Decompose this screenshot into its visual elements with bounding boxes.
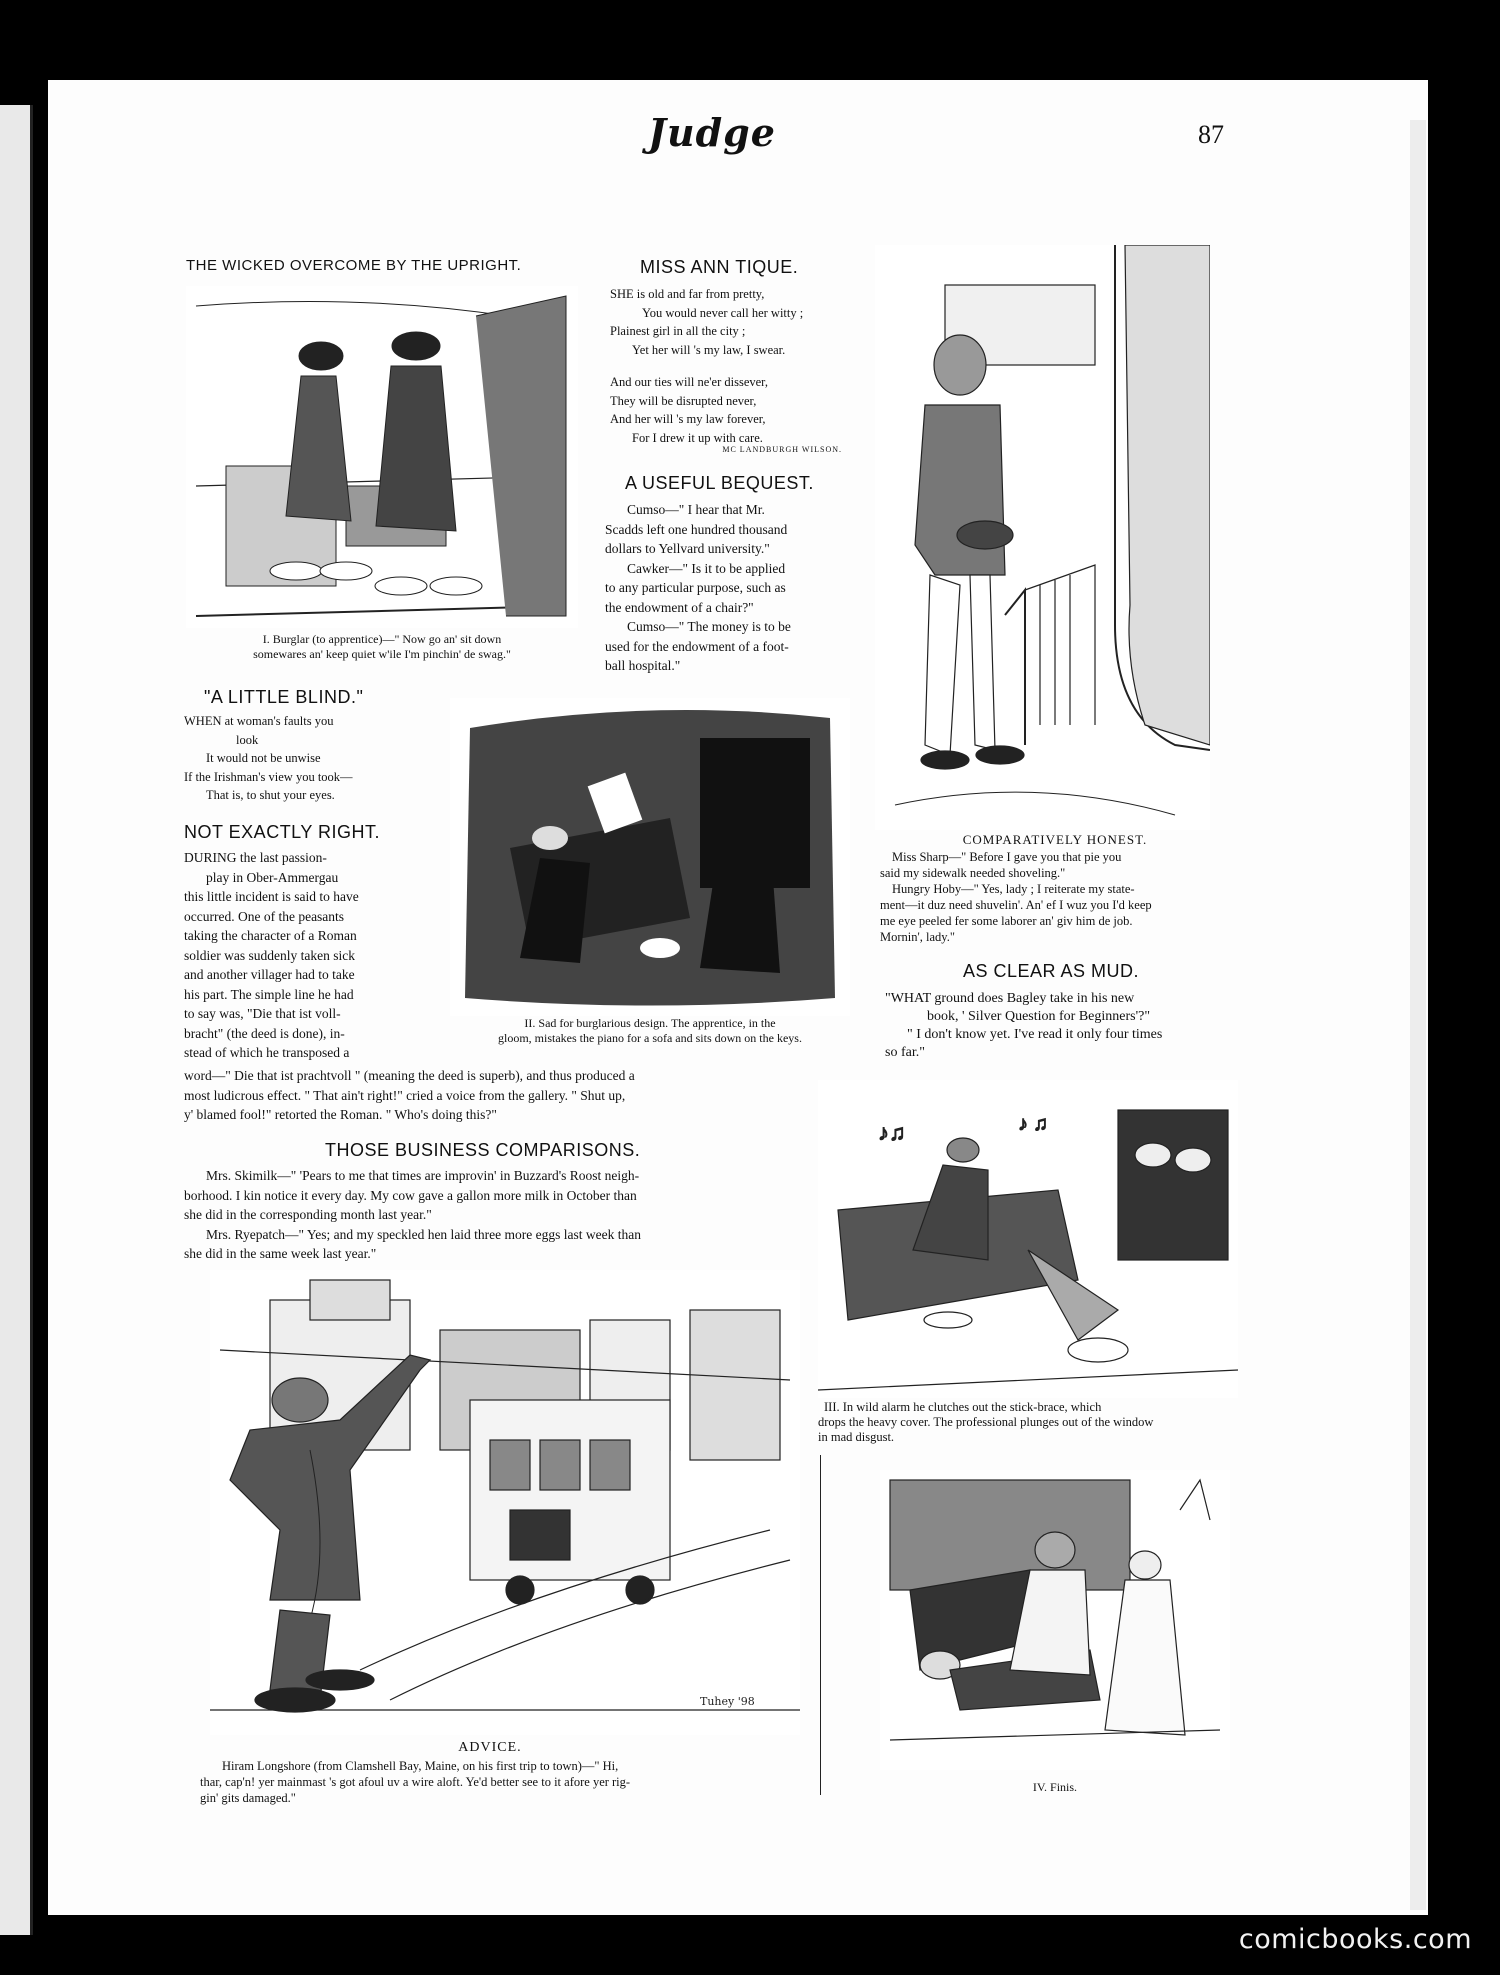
- caption-4: IV. Finis.: [1032, 1780, 1078, 1794]
- text-line: Hiram Longshore (from Clamshell Bay, Maine, on his first trip to town)—" Hi,: [222, 1759, 619, 1773]
- text-line: DURING the last passion-: [184, 850, 327, 865]
- text-line: taking the character of a Roman: [184, 928, 357, 943]
- text-line: soldier was suddenly taken sick: [184, 947, 355, 963]
- poem-line: It would not be unwise: [206, 751, 321, 765]
- text-line: III. In wild alarm he clutches out the stick-brace, which: [824, 1400, 1102, 1414]
- poem-line: If the Irishman's view you took—: [184, 769, 353, 784]
- text-line: " I don't know yet. I've read it only four times: [907, 1027, 1163, 1042]
- text-line: drops the heavy cover. The professional plunges out of the window: [818, 1415, 1154, 1429]
- wicked-title: THE WICKED OVERCOME BY THE UPRIGHT.: [186, 257, 522, 274]
- text-line: ment—it duz need shuvelin'. An' ef I wuz you I'd keep: [880, 898, 1152, 912]
- text-line: gin' gits damaged.": [200, 1791, 296, 1805]
- text-line: Scadds left one hundred thousand: [605, 521, 788, 537]
- miss-ann-tique-poem: [610, 285, 860, 447]
- text-line: me eye peeled fer some laborer an' giv him de job.: [880, 914, 1133, 928]
- text-line: stead of which he transposed a: [184, 1045, 350, 1060]
- poem-line: And our ties will ne'er dissever,: [610, 375, 768, 389]
- business-comparisons-title: THOSE BUSINESS COMPARISONS.: [325, 1140, 641, 1160]
- text-line: used for the endowment of a foot-: [605, 638, 789, 654]
- poem-line: WHEN at woman's faults you: [184, 714, 334, 728]
- artist-signature: Tuhey '98: [700, 1695, 755, 1708]
- text-line: Hungry Hoby—" Yes, lady ; I reiterate my state-: [892, 882, 1135, 896]
- poem-line: look: [236, 732, 259, 747]
- text-line: in mad disgust.: [818, 1430, 895, 1444]
- illustration-tram-advice: [210, 1270, 800, 1735]
- text-line: this little incident is said to have: [184, 889, 359, 904]
- page-number: 87: [1198, 120, 1224, 149]
- useful-bequest-title: A USEFUL BEQUEST.: [625, 473, 814, 493]
- illustration-finis: [880, 1470, 1230, 1770]
- caption-2-line-1: II. Sad for burglarious design. The apprentice, in the: [524, 1016, 776, 1030]
- text-line: she did in the corresponding month last year.": [184, 1207, 432, 1222]
- text-line: Cumso—" I hear that Mr.: [627, 502, 765, 517]
- miss-ann-tique-title: MISS ANN TIQUE.: [640, 257, 799, 277]
- poem-credit: MC LANDBURGH WILSON.: [722, 445, 842, 454]
- clear-as-mud-title: AS CLEAR AS MUD.: [963, 961, 1140, 981]
- poem-line: They will be disrupted never,: [610, 393, 757, 408]
- business-comparisons-text: [184, 1166, 796, 1264]
- text-line: y' blamed fool!" retorted the Roman. " Who's doing this?": [184, 1107, 497, 1122]
- illustration-burglars-1: [186, 286, 578, 628]
- masthead: Judge: [648, 110, 776, 155]
- poem-line: Plainest girl in all the city ;: [610, 324, 746, 338]
- advice-text: [200, 1758, 790, 1806]
- text-line: ball hospital.": [605, 658, 681, 673]
- text-line: dollars to Yellvard university.": [605, 541, 770, 556]
- text-line: Miss Sharp—" Before I gave you that pie you: [892, 850, 1122, 864]
- facing-page-edge: [0, 105, 33, 1935]
- clear-as-mud-text: [885, 990, 1245, 1062]
- caption-1-line-1: I. Burglar (to apprentice)—" Now go an' sit down: [262, 632, 502, 646]
- text-line: bracht" (the deed is done), in-: [184, 1025, 345, 1041]
- poem-spacer: [610, 359, 860, 373]
- text-line: said my sidewalk needed shoveling.": [880, 866, 1066, 880]
- text-line: and another villager had to take: [184, 967, 355, 982]
- poem-line: SHE is old and far from pretty,: [610, 287, 765, 301]
- text-line: so far.": [885, 1045, 925, 1060]
- text-line: thar, cap'n! yer mainmast 's got afoul uv a wire aloft. Ye'd better see to it afore yer rig-: [200, 1775, 631, 1789]
- honest-text: [880, 849, 1235, 945]
- text-line: she did in the same week last year.": [184, 1246, 377, 1261]
- text-line: Cumso—" The money is to be: [627, 619, 791, 634]
- text-line: play in Ober-Ammergau: [206, 869, 339, 885]
- text-line: the endowment of a chair?": [605, 599, 754, 615]
- illustration-burglars-2: [450, 698, 850, 1016]
- text-line: to say was, "Die that ist voll-: [184, 1006, 341, 1021]
- svg-text:♪♫: ♪♫: [878, 1120, 906, 1145]
- text-line: Mrs. Ryepatch—" Yes; and my speckled hen laid three more eggs last week than: [206, 1226, 641, 1242]
- honest-title: COMPARATIVELY HONEST.: [962, 832, 1148, 847]
- text-line: Mrs. Skimilk—" 'Pears to me that times are improvin' in Buzzard's Roost neigh-: [206, 1168, 640, 1183]
- not-exactly-right-title: NOT EXACTLY RIGHT.: [184, 822, 381, 842]
- poem-line: Yet her will 's my law, I swear.: [632, 342, 786, 357]
- not-exactly-right-wide: [184, 1066, 796, 1125]
- poem-line: And her will 's my law forever,: [610, 412, 766, 426]
- little-blind-title: "A LITTLE BLIND.": [204, 687, 364, 707]
- advice-title: ADVICE.: [458, 1740, 522, 1755]
- caption-1-line-2: somewares an' keep quiet w'ile I'm pinchin' de swag.": [253, 647, 511, 661]
- text-line: borhood. I kin notice it every day. My cow gave a gallon more milk in October than: [184, 1187, 637, 1203]
- useful-bequest-text: [605, 500, 855, 676]
- text-line: occurred. One of the peasants: [184, 908, 345, 924]
- column-rule: [820, 1455, 821, 1795]
- poem-line: That is, to shut your eyes.: [206, 788, 335, 802]
- page-edge: [1410, 120, 1426, 1910]
- text-line: Cawker—" Is it to be applied: [627, 560, 786, 576]
- illustration-beggar: [875, 245, 1210, 830]
- text-line: "WHAT ground does Bagley take in his new: [885, 991, 1135, 1006]
- caption-2-line-2: gloom, mistakes the piano for a sofa and sits down on the keys.: [498, 1031, 802, 1045]
- text-line: book, ' Silver Question for Beginners'?": [927, 1009, 1151, 1024]
- not-exactly-right-text: [184, 848, 434, 1063]
- illustration-burglars-3: [818, 1080, 1238, 1398]
- text-line: word—" Die that ist prachtvoll " (meaning the deed is superb), and thus produced a: [184, 1068, 635, 1083]
- poem-line: For I drew it up with care.: [632, 430, 763, 445]
- text-line: his part. The simple line he had: [184, 986, 354, 1002]
- watermark: comicbooks.com: [1238, 1924, 1472, 1955]
- text-line: Mornin', lady.": [880, 930, 955, 944]
- little-blind-poem: [184, 712, 434, 805]
- poem-line: You would never call her witty ;: [642, 305, 804, 320]
- text-line: to any particular purpose, such as: [605, 580, 786, 595]
- caption-3: [818, 1400, 1238, 1445]
- svg-text:♪ ♫: ♪ ♫: [1018, 1113, 1048, 1135]
- text-line: most ludicrous effect. " That ain't right!" cried a voice from the gallery. " Shut up,: [184, 1087, 626, 1103]
